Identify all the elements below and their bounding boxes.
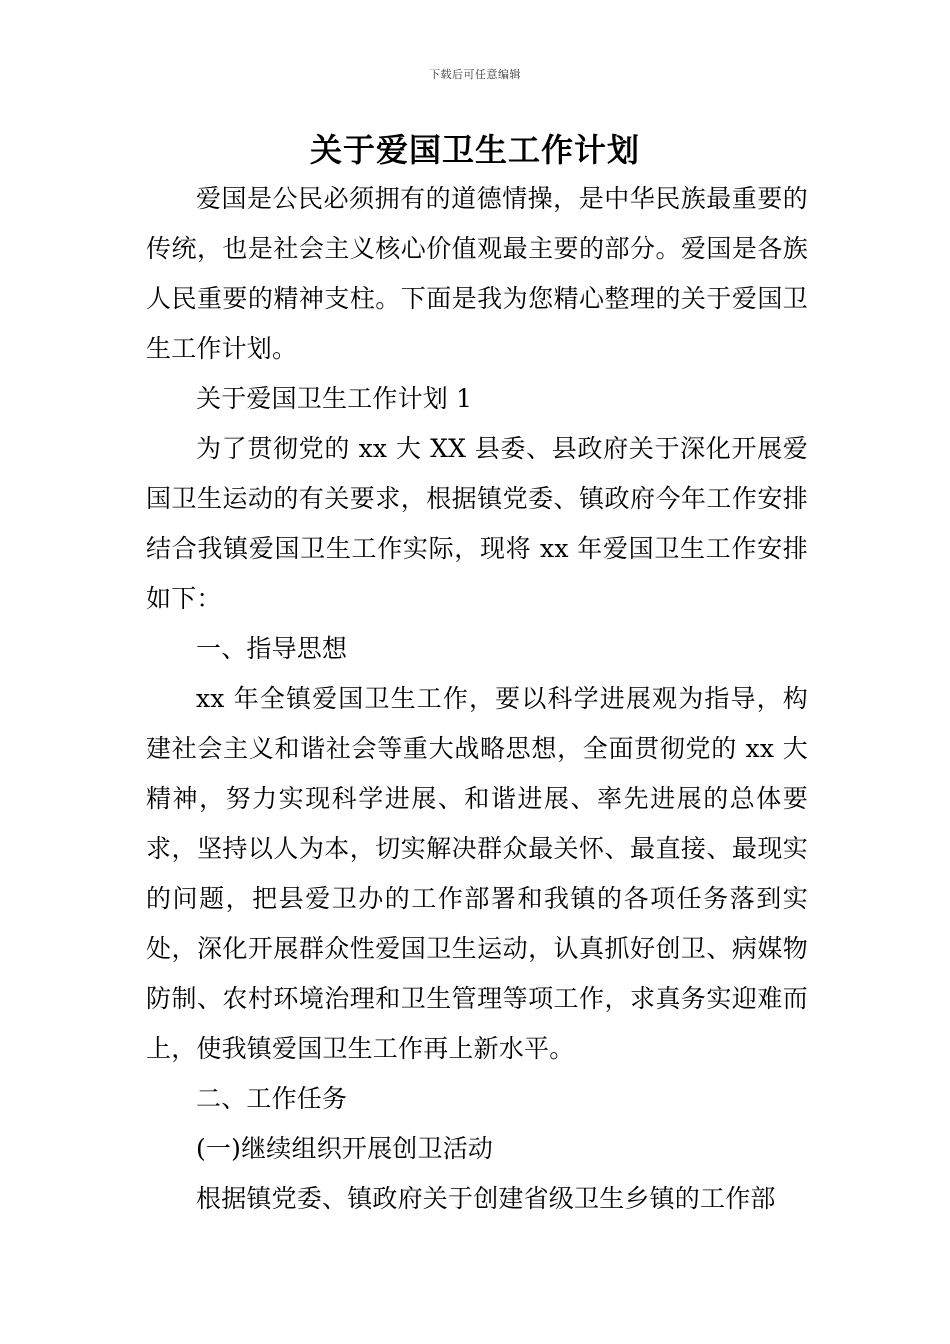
section-heading-guiding-thought: 一、指导思想 bbox=[196, 634, 348, 663]
paragraph-purpose: 为了贯彻党的 xx 大 XX 县委、县政府关于深化开展爱国卫生运动的有关要求，根据镇党委、镇政府今年工作安排结合我镇爱国卫生工作实际，现将 xx 年爱国卫生工作安排如下： bbox=[146, 434, 808, 613]
section-heading-plan-1: 关于爱国卫生工作计划 1 bbox=[196, 384, 473, 413]
section-heading-tasks: 二、工作任务 bbox=[196, 1084, 348, 1113]
document-title: 关于爱国卫生工作计划 bbox=[309, 131, 640, 169]
paragraph-intro: 爱国是公民必须拥有的道德情操，是中华民族最重要的传统，也是社会主义核心价值观最主要的部分。爱国是各族人民重要的精神支柱。下面是我为您精心整理的关于爱国卫生工作计划。 bbox=[146, 184, 808, 363]
document-body bbox=[146, 174, 808, 1224]
header-note: 下载后可任意编辑 bbox=[429, 68, 521, 81]
subsection-heading-1: (一)继续组织开展创卫活动 bbox=[196, 1134, 494, 1163]
paragraph-task-1: 根据镇党委、镇政府关于创建省级卫生乡镇的工作部 bbox=[196, 1184, 776, 1213]
paragraph-guiding-thought: xx 年全镇爱国卫生工作，要以科学进展观为指导，构建社会主义和谐社会等重大战略思想，全面贯彻党的 xx 大精神，努力实现科学进展、和谐进展、率先进展的总体要求，坚持以人为本，切实解决群众最关怀、最直接、最现实的问题，把县爱卫办的工作部署和我镇的各项任务落到实处，深化开展群众性爱国卫生运动，认真抓好创卫、病媒物防制、农村环境治理和卫生管理等项工作，求真务实迎难而上，使我镇爱国卫生工作再上新水平。 bbox=[146, 684, 808, 1063]
